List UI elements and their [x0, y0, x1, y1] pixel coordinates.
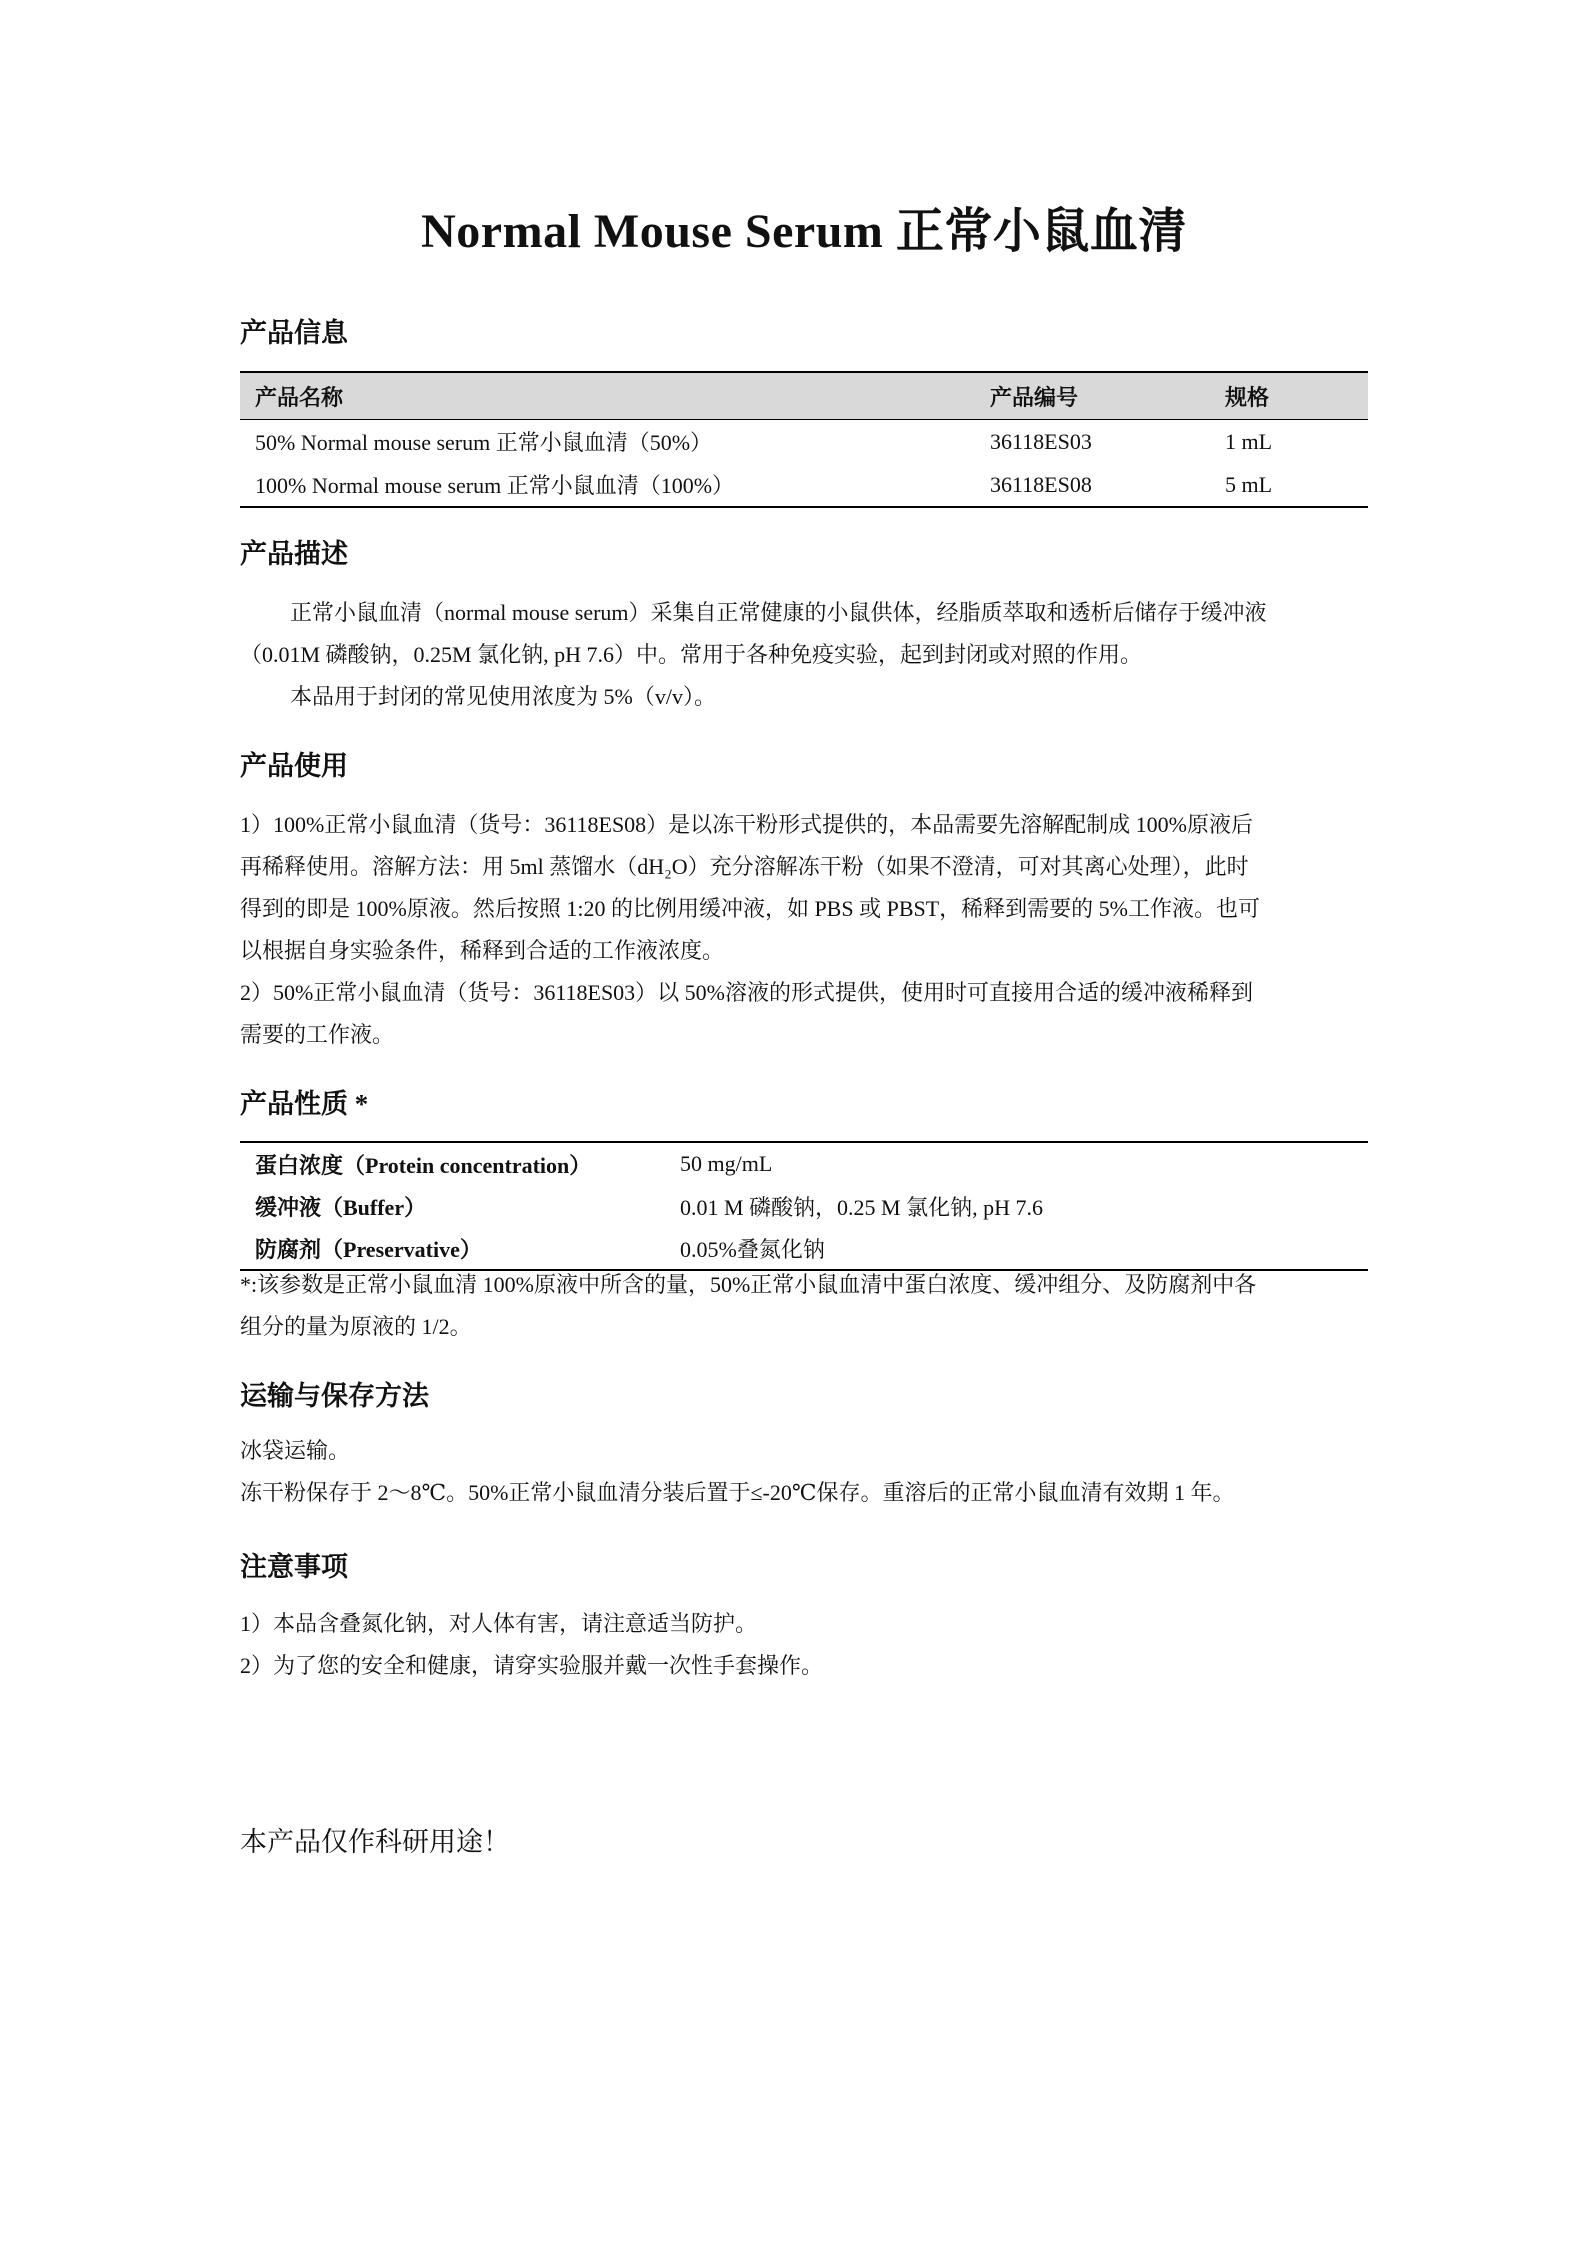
size-cell: 5 mL	[1210, 463, 1368, 507]
usage-line: 以根据自身实验条件，稀释到合适的工作液浓度。	[240, 938, 725, 963]
notes-line: 2）为了您的安全和健康，请穿实验服并戴一次性手套操作。	[240, 1653, 824, 1678]
catalog-number-cell: 36118ES03	[990, 428, 1092, 454]
usage-heading: 产品使用	[240, 751, 348, 781]
product-info-heading: 产品信息	[240, 318, 348, 348]
storage-line: 冻干粉保存于 2～8℃。50%正常小鼠血清分装后置于≤-20℃保存。重溶后的正常小鼠血清有效期 1 年。	[240, 1480, 1235, 1505]
size-cell: 1 mL	[1225, 428, 1273, 454]
product-info-table	[240, 371, 1368, 508]
product-name-cell: 100% Normal mouse serum 正常小鼠血清（100%）	[240, 463, 975, 507]
property-value-cell: 50 mg/mL	[665, 1142, 1368, 1185]
table-row	[240, 420, 1368, 464]
usage-line: 得到的即是 100%原液。然后按照 1:20 的比例用缓冲液，如 PBS 或 PBST，稀释到需要的 5%工作液。也可	[240, 896, 1260, 921]
storage-paragraph	[240, 1430, 1368, 1514]
catalog-number-cell: 36118ES08	[975, 463, 1210, 507]
usage-paragraph	[240, 804, 1368, 1056]
usage-line: 1）100%正常小鼠血清（货号：36118ES08）是以冻干粉形式提供的，本品需要先溶解配制成 100%原液后	[240, 812, 1254, 837]
note-line: 组分的量为原液的 1/2。	[240, 1314, 472, 1339]
description-line: 正常小鼠血清（normal mouse serum）采集自正常健康的小鼠供体，经脂质萃取和透析后储存于缓冲液	[290, 600, 1267, 625]
column-header-size: 规格	[1210, 372, 1368, 420]
table-row	[240, 463, 1368, 507]
property-name-cell: 蛋白浓度（Protein concentration）	[240, 1142, 665, 1185]
product-name-cell: 50% Normal mouse serum 正常小鼠血清（50%）	[255, 430, 713, 455]
usage-line: 需要的工作液。	[240, 1022, 395, 1047]
property-value-cell: 0.01 M 磷酸钠，0.25 M 氯化钠, pH 7.6	[680, 1194, 1044, 1220]
usage-line: 2）50%正常小鼠血清（货号：36118ES03）以 50%溶液的形式提供，使用时可直接用合适的缓冲液稀释到	[240, 980, 1254, 1005]
description-heading: 产品描述	[240, 539, 348, 569]
notes-paragraph	[240, 1603, 1368, 1687]
table-header-row	[240, 372, 1368, 420]
column-header-name: 产品名称	[240, 372, 975, 420]
research-use-only-notice: 本产品仅作科研用途！	[240, 1827, 510, 1857]
storage-heading: 运输与保存方法	[240, 1381, 429, 1411]
table-row	[240, 1185, 1368, 1227]
property-name-cell: 防腐剂（Preservative）	[240, 1227, 665, 1270]
notes-line: 1）本品含叠氮化钠，对人体有害，请注意适当防护。	[240, 1611, 758, 1636]
document-title: Normal Mouse Serum 正常小鼠血清	[421, 205, 1187, 258]
notes-heading: 注意事项	[240, 1552, 348, 1582]
property-name-cell: 缓冲液（Buffer）	[255, 1194, 427, 1220]
table-row	[240, 1142, 1368, 1185]
storage-line: 冰袋运输。	[240, 1438, 351, 1463]
usage-line: 再稀释使用。溶解方法：用 5ml 蒸馏水（dH₂O）充分溶解冻干粉（如果不澄清，可对其离心处理），此时	[240, 854, 1249, 879]
note-line: *:该参数是正常小鼠血清 100%原液中所含的量，50%正常小鼠血清中蛋白浓度、缓冲组分、及防腐剂中各	[240, 1272, 1257, 1297]
description-line: 本品用于封闭的常见使用浓度为 5%（v/v）。	[290, 684, 716, 709]
description-paragraph	[240, 592, 1368, 718]
properties-table	[240, 1141, 1368, 1271]
properties-note	[240, 1264, 1368, 1348]
property-value-cell: 0.05%叠氮化钠	[665, 1227, 1368, 1270]
description-line: （0.01M 磷酸钠，0.25M 氯化钠, pH 7.6）中。常用于各种免疫实验，起到封闭或对照的作用。	[240, 642, 1143, 667]
properties-heading: 产品性质 *	[240, 1089, 369, 1119]
column-header-catalog: 产品编号	[975, 372, 1210, 420]
